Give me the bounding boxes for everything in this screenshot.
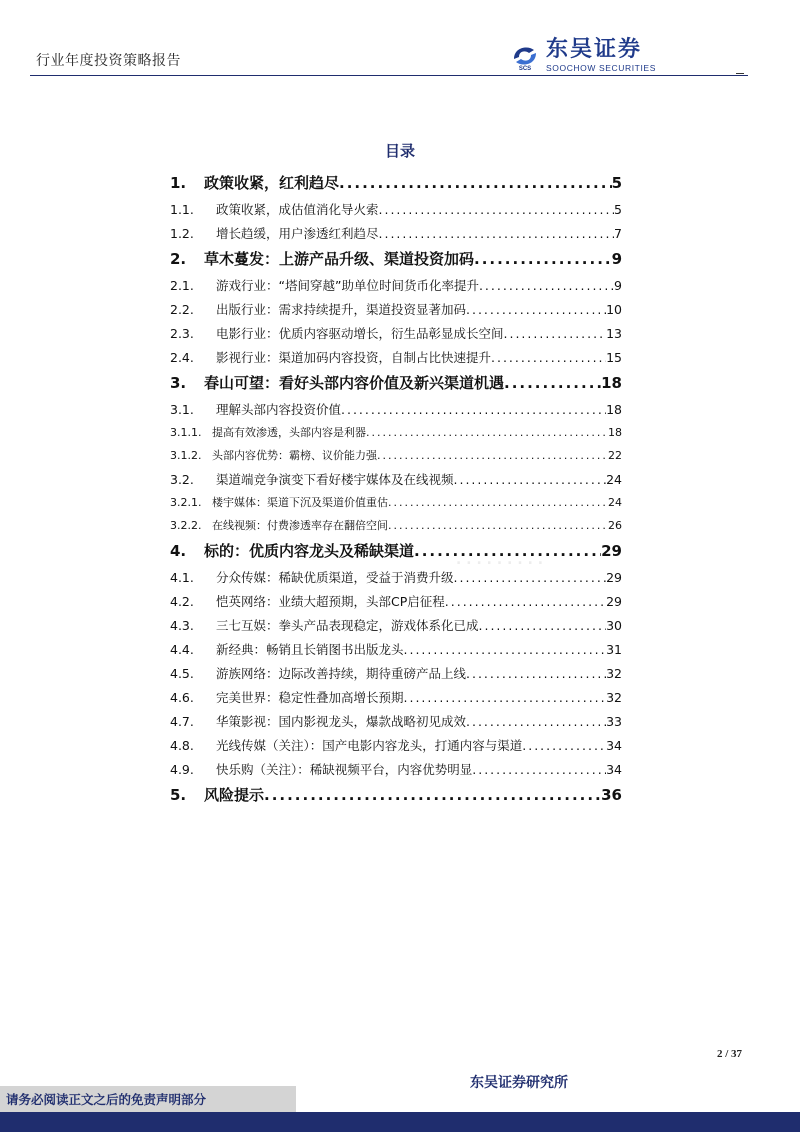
header-mark <box>736 73 744 74</box>
toc-entry[interactable] <box>170 224 622 248</box>
toc-dot-leader <box>454 472 607 487</box>
toc-entry-page: 31 <box>606 642 622 657</box>
toc-entry-page: 13 <box>606 326 622 341</box>
toc-entry[interactable] <box>170 494 622 517</box>
toc-entry-number: 1.1. <box>170 202 194 217</box>
toc-entry-title: 风险提示 <box>204 786 265 804</box>
toc-dot-leader <box>466 666 606 681</box>
toc-entry-title: 影视行业：渠道加码内容投资，自制占比快速提升 <box>216 350 492 365</box>
toc-entry[interactable] <box>170 324 622 348</box>
toc-entry-page: 32 <box>606 666 622 681</box>
toc-entry-number: 4.1. <box>170 570 194 585</box>
toc-dot-leader <box>341 402 606 417</box>
page-number: 2 / 37 <box>716 1048 742 1060</box>
toc-entry-number: 4.9. <box>170 762 194 777</box>
toc-dot-leader <box>472 762 606 777</box>
toc-entry-title: 楼宇媒体：渠道下沉及渠道价值重估 <box>212 496 388 509</box>
toc-dot-leader <box>377 449 608 462</box>
toc-entry[interactable] <box>170 517 622 540</box>
toc-entry-title: 光线传媒（关注）：国产电影内容龙头，打通内容与渠道 <box>216 738 523 753</box>
toc-entry[interactable] <box>170 568 622 592</box>
toc-dot-leader <box>445 594 606 609</box>
toc-entry-title: 增长趋缓，用户渗透红利趋尽 <box>216 226 379 241</box>
toc-entry-number: 3.2.1. <box>170 496 202 509</box>
toc-entry[interactable] <box>170 712 622 736</box>
toc-entry-title: 头部内容优势：霸榜、议价能力强 <box>212 449 377 462</box>
brand-logo <box>510 38 656 74</box>
logo-english-name: SOOCHOW SECURITIES <box>546 63 656 74</box>
toc-dot-leader <box>479 618 607 633</box>
toc-entry-title: 政策收紧，红利趋尽 <box>204 174 340 192</box>
toc-entry-number: 3.1.2. <box>170 449 202 462</box>
report-type: 行业年度投资策略报告 <box>36 53 181 69</box>
toc-entry[interactable] <box>170 592 622 616</box>
toc-entry-number: 3.2.2. <box>170 519 202 532</box>
toc-entry-page: 7 <box>614 226 622 241</box>
toc-entry-page: 15 <box>606 350 622 365</box>
toc-entry-number: 2.1. <box>170 278 194 293</box>
toc-entry-title: 新经典：畅销且长销图书出版龙头 <box>216 642 404 657</box>
toc-entry-number: 4.6. <box>170 690 194 705</box>
toc-entry-page: 18 <box>601 374 622 392</box>
disclaimer-notice: 请务必阅读正文之后的免责声明部分 <box>0 1086 296 1112</box>
toc-dot-leader <box>339 174 612 192</box>
logo-chinese-name: 东吴证券 <box>546 37 643 63</box>
toc-dot-leader <box>474 250 612 268</box>
watermark: ......... <box>455 540 548 570</box>
toc-entry-page: 9 <box>611 250 622 268</box>
toc-entry[interactable] <box>170 348 622 372</box>
toc-dot-leader <box>366 426 608 439</box>
toc-entry-number: 4.3. <box>170 618 194 633</box>
toc-entry-page: 34 <box>606 738 622 753</box>
toc-entry[interactable] <box>170 400 622 424</box>
footer-bar <box>0 1112 800 1132</box>
toc-entry[interactable] <box>170 372 622 400</box>
toc-entry[interactable] <box>170 447 622 470</box>
toc-entry-page: 5 <box>614 202 622 217</box>
toc-entry[interactable] <box>170 300 622 324</box>
toc-entry-page: 24 <box>606 472 622 487</box>
toc-entry-number: 2.4. <box>170 350 194 365</box>
toc-entry-number: 4.2. <box>170 594 194 609</box>
toc-entry-page: 5 <box>611 174 622 192</box>
scs-logo-icon <box>510 41 540 71</box>
toc-dot-leader <box>404 690 607 705</box>
toc-entry-title: 渠道端竞争演变下看好楼宇媒体及在线视频 <box>216 472 454 487</box>
toc-entry-title: 游族网络：边际改善持续，期待重磅产品上线 <box>216 666 467 681</box>
toc-entry-page: 36 <box>601 786 622 804</box>
toc-entry-number: 5. <box>170 786 187 804</box>
toc-entry-title: 游戏行业：“塔间穿越”助单位时间货币化率提升 <box>216 278 479 293</box>
toc-entry-number: 3. <box>170 374 187 392</box>
toc-entry-number: 4.7. <box>170 714 194 729</box>
toc-entry-title: 政策收紧，成估值消化导火索 <box>216 202 379 217</box>
toc-dot-leader <box>388 519 608 532</box>
toc-dot-leader <box>404 642 607 657</box>
toc-heading: 目录 <box>384 142 415 160</box>
toc-entry-page: 29 <box>606 570 622 585</box>
toc-entry[interactable] <box>170 424 622 447</box>
table-of-contents <box>170 172 622 812</box>
toc-entry-number: 1.2. <box>170 226 194 241</box>
toc-entry[interactable] <box>170 248 622 276</box>
toc-entry-title: 草木蔓发：上游产品升级、渠道投资加码 <box>204 250 475 268</box>
toc-entry-page: 29 <box>606 594 622 609</box>
toc-entry-title: 分众传媒：稀缺优质渠道，受益于消费升级 <box>216 570 454 585</box>
toc-dot-leader <box>479 278 614 293</box>
toc-entry-title: 在线视频：付费渗透率存在翻倍空间 <box>212 519 388 532</box>
toc-entry-page: 22 <box>608 449 622 462</box>
toc-entry-page: 30 <box>606 618 622 633</box>
toc-entry[interactable] <box>170 200 622 224</box>
toc-dot-leader <box>379 226 615 241</box>
toc-dot-leader <box>504 374 601 392</box>
toc-entry[interactable] <box>170 760 622 784</box>
toc-entry-number: 2.3. <box>170 326 194 341</box>
toc-entry-title: 提高有效渗透，头部内容是利器 <box>212 426 366 439</box>
toc-entry-number: 2.2. <box>170 302 194 317</box>
toc-entry-title: 恺英网络：业绩大超预期，头部CP启征程 <box>216 594 445 609</box>
toc-entry[interactable] <box>170 540 622 568</box>
toc-entry-number: 4.4. <box>170 642 194 657</box>
footer-organization: 东吴证券研究所 <box>470 1075 568 1091</box>
toc-entry-number: 4.8. <box>170 738 194 753</box>
toc-dot-leader <box>454 570 607 585</box>
toc-entry-page: 24 <box>608 496 622 509</box>
toc-entry[interactable] <box>170 276 622 300</box>
toc-entry-page: 34 <box>606 762 622 777</box>
toc-dot-leader <box>379 202 615 217</box>
toc-dot-leader <box>522 738 606 753</box>
toc-entry-title: 出版行业：需求持续提升，渠道投资显著加码 <box>216 302 467 317</box>
toc-entry-title: 电影行业：优质内容驱动增长，衍生品彰显成长空间 <box>216 326 504 341</box>
toc-entry-number: 4.5. <box>170 666 194 681</box>
toc-entry-number: 1. <box>170 174 187 192</box>
toc-entry-page: 29 <box>601 542 622 560</box>
toc-entry-number: 3.1.1. <box>170 426 202 439</box>
toc-entry-title: 三七互娱：拳头产品表现稳定，游戏体系化已成 <box>216 618 479 633</box>
toc-entry-title: 快乐购（关注）：稀缺视频平台，内容优势明显 <box>216 762 473 777</box>
toc-entry[interactable] <box>170 736 622 760</box>
toc-entry-title: 春山可望：看好头部内容价值及新兴渠道机遇 <box>204 374 505 392</box>
toc-entry-number: 2. <box>170 250 187 268</box>
toc-entry-title: 标的：优质内容龙头及稀缺渠道 <box>204 542 415 560</box>
toc-entry[interactable] <box>170 688 622 712</box>
toc-entry-page: 10 <box>606 302 622 317</box>
toc-dot-leader <box>264 786 601 804</box>
toc-dot-leader <box>504 326 607 341</box>
toc-entry-page: 26 <box>608 519 622 532</box>
toc-dot-leader <box>491 350 606 365</box>
toc-entry[interactable] <box>170 616 622 640</box>
toc-entry-page: 9 <box>614 278 622 293</box>
toc-entry-title: 理解头部内容投资价值 <box>216 402 342 417</box>
toc-entry-number: 3.1. <box>170 402 194 417</box>
header-divider <box>30 75 748 76</box>
toc-entry-number: 4. <box>170 542 187 560</box>
toc-entry[interactable] <box>170 470 622 494</box>
toc-entry[interactable] <box>170 664 622 688</box>
toc-entry-title: 华策影视：国内影视龙头，爆款战略初见成效 <box>216 714 467 729</box>
svg-text:SCS: SCS <box>518 66 532 71</box>
toc-entry[interactable] <box>170 784 622 812</box>
toc-entry-page: 18 <box>606 402 622 417</box>
toc-entry[interactable] <box>170 172 622 200</box>
toc-dot-leader <box>466 714 606 729</box>
toc-dot-leader <box>466 302 606 317</box>
toc-entry-page: 33 <box>606 714 622 729</box>
toc-entry-title: 完美世界：稳定性叠加高增长预期 <box>216 690 404 705</box>
toc-entry[interactable] <box>170 640 622 664</box>
toc-dot-leader <box>388 496 608 509</box>
toc-entry-number: 3.2. <box>170 472 194 487</box>
toc-entry-page: 18 <box>608 426 622 439</box>
toc-entry-page: 32 <box>606 690 622 705</box>
